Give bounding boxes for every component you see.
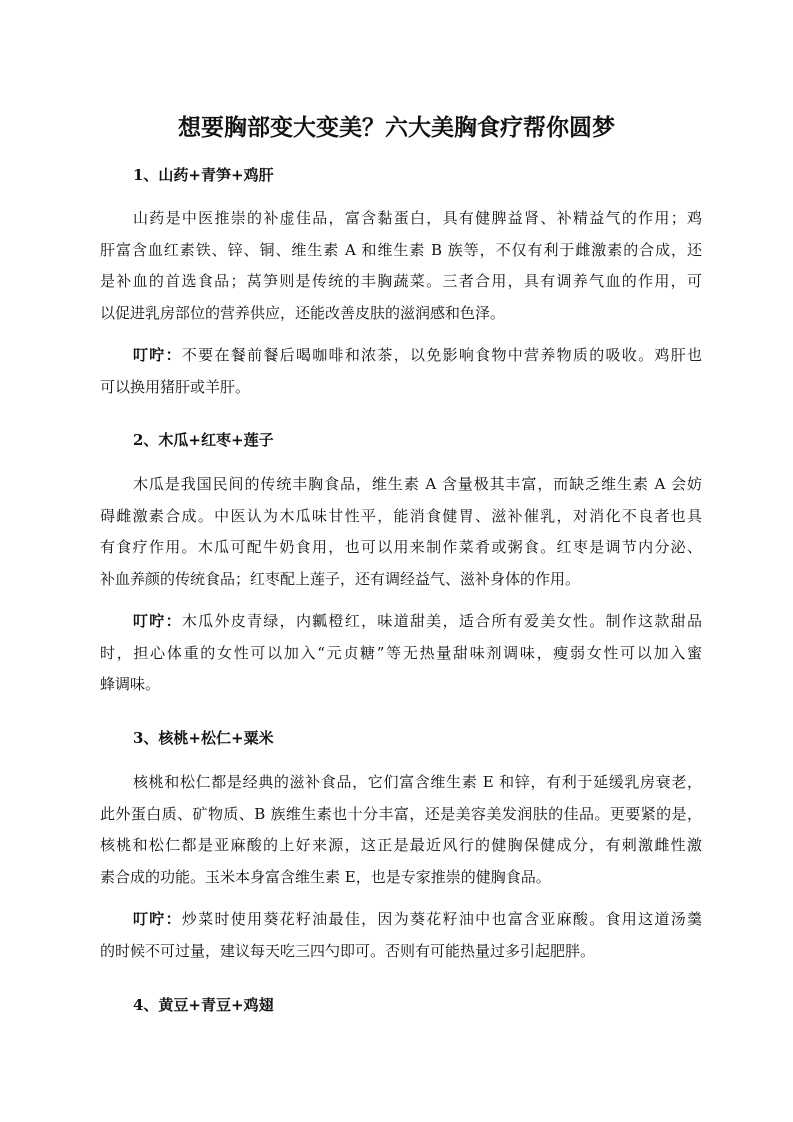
- text-line: 以促进乳房部位的营养供应，还能改善皮肤的滋润感和色泽。: [100, 303, 506, 322]
- tip-label: 叮咛：: [133, 910, 182, 928]
- tip-paragraph: [100, 904, 702, 967]
- tip-text: 木瓜外皮青绿，内瓤橙红，味道甜美，适合所有爱美女性。制作这款甜品: [181, 612, 702, 630]
- tip-paragraph: [100, 606, 702, 701]
- tip-text: 不要在餐前餐后喝咖啡和浓茶，以免影响食物中营养物质的吸收。鸡肝也: [181, 346, 702, 364]
- text-line: 的时候不可过量，建议每天吃三四勺即可。否则有可能热量过多引起肥胖。: [100, 941, 596, 960]
- section-heading: 2、木瓜+红枣+莲子: [133, 431, 274, 449]
- text-line: 此外蛋白质、矿物质、B 族维生素也十分丰富，还是美容美发润肤的佳品。更要紧的是，: [100, 804, 702, 823]
- section-heading: 4、黄豆+青豆+鸡翅: [133, 996, 274, 1014]
- text-line: 蜂调味。: [100, 675, 161, 693]
- text-line: 碍雌激素合成。中医认为木瓜味甘性平，能消食健胃、滋补催乳，对消化不良者也具: [100, 506, 702, 525]
- text-line: 补血养颜的传统食品；红枣配上莲子，还有调经益气、滋补身体的作用。: [100, 569, 581, 588]
- section-body: [100, 767, 702, 893]
- text-line: 木瓜是我国民间的传统丰胸食品，维生素 A 含量极其丰富，而缺乏维生素 A 会妨: [133, 475, 702, 493]
- section-body: [100, 203, 702, 329]
- section-heading: 1、山药+青笋+鸡肝: [133, 166, 274, 184]
- tip-label: 叮咛：: [133, 612, 182, 630]
- tip-text: 炒菜时使用葵花籽油最佳，因为葵花籽油中也富含亚麻酸。食用这道汤羹: [181, 910, 702, 928]
- section-body: [100, 469, 702, 595]
- text-line: 素合成的功能。玉米本身富含维生素 E，也是专家推崇的健胸食品。: [100, 867, 551, 886]
- text-line: 有食疗作用。木瓜可配牛奶食用，也可以用来制作菜肴或粥食。红枣是调节内分泌、: [100, 538, 702, 556]
- document-title: 想要胸部变大变美？六大美胸食疗帮你圆梦: [178, 114, 615, 141]
- text-line: 山药是中医推崇的补虚佳品，富含黏蛋白，具有健脾益肾、补精益气的作用；鸡: [133, 209, 702, 227]
- tip-paragraph: [100, 340, 702, 403]
- section-heading: 3、核桃+松仁+粟米: [133, 729, 274, 747]
- text-line: 可以换用猪肝或羊肝。: [100, 377, 251, 396]
- text-line: 时，担心体重的女性可以加入“元贞糖”等无热量甜味剂调味，瘦弱女性可以加入蜜: [100, 643, 702, 662]
- text-line: [100, 904, 702, 936]
- text-line: 核桃和松仁都是亚麻酸的上好来源，这正是最近风行的健胸保健成分，有刺激雌性激: [100, 836, 702, 854]
- text-line: 核桃和松仁都是经典的滋补食品，它们富含维生素 E 和锌，有利于延缓乳房衰老，: [133, 773, 702, 791]
- tip-label: 叮咛：: [133, 346, 182, 364]
- text-line: [100, 606, 702, 638]
- text-line: 是补血的首选食品；莴笋则是传统的丰胸蔬菜。三者合用，具有调养气血的作用，可: [100, 272, 702, 290]
- text-line: 肝富含血红素铁、锌、铜、维生素 A 和维生素 B 族等，不仅有利于雌激素的合成，还: [100, 240, 702, 259]
- text-line: [100, 340, 702, 372]
